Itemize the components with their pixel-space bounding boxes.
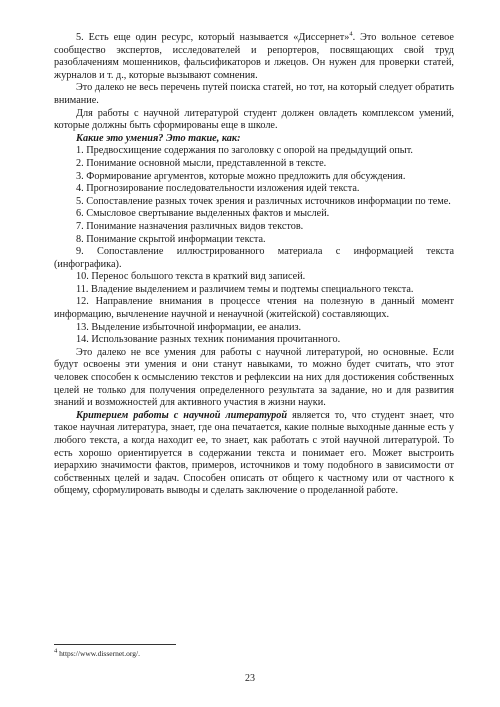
footnote-mark: 4 [54, 647, 58, 655]
paragraph-conclusion: Это далеко не все умения для работы с научной литературой, но основные. Если будут освоены эти умения и они станут навыками, то можно будет считать, что этот человек способен к осмыслению текстов и рефлексии на них для достижения собственных целей не только для получения определенного результата за задание, но и для развития знаний и возможностей для активного участия в жизни науки. [54, 346, 454, 409]
skill-item: 14. Использование разных техник понимания прочитанного. [76, 334, 341, 346]
skill-item: 7. Понимание назначения различных видов текстов. [76, 220, 304, 232]
paragraph-list-note: Это далеко не весь перечень путей поиска статей, но тот, на который следует обратить внимание. [54, 82, 454, 106]
skill-item: 3. Формирование аргументов, которые можно предложить для обсуждения. [76, 170, 406, 182]
skills-heading: Какие это умения? Это такие, как: [76, 132, 241, 144]
skill-item: 12. Направление внимания в процессе чтения на полезную в данный момент информацию, вычленение научной и ненаучной (житейской) составляющих. [54, 296, 454, 321]
skill-item: 11. Владение выделением и различием темы и подтемы специального текста. [76, 283, 414, 295]
skill-item: 5. Сопоставление разных точек зрения и различных источников информации по теме. [76, 195, 451, 207]
paragraph-dissernet [54, 32, 454, 82]
footnote-link[interactable]: https://www.dissernet.org/. [57, 649, 140, 658]
skill-item: 8. Понимание скрытой информации текста. [76, 233, 266, 245]
skill-item: 13. Выделение избыточной информации, ее анализ. [76, 321, 302, 333]
paragraph-text: . Это вольное сетевое сообщество экспертов, исследователей и репортеров, посвящающих свой труд разоблачениям мошенников, фальсификаторов и лжецов. Он нужен для проверки статей, журналов и т. д., которые вызывают сомнения. [54, 32, 454, 81]
footnote-reference[interactable]: 4 [349, 30, 353, 38]
criterion-emphasis: Критерием работы с научной литературой [76, 409, 288, 421]
paragraph-text: 5. Есть еще один ресурс, который называется «Диссернет» [76, 32, 350, 43]
skill-item: 9. Сопоставление иллюстрированного материала с информацией текста (инфографика). [54, 246, 454, 270]
skill-item: 2. Понимание основной мысли, представленной в тексте. [76, 157, 327, 169]
footnote-divider [54, 644, 176, 645]
paragraph-skills-intro: Для работы с научной литературой студент должен овладеть комплексом умений, которые должны быть сформированы еще в школе. [54, 107, 454, 132]
footnote [54, 649, 140, 658]
paragraph-text: является то, что студент знает, что такое научная литература, знает, где она печатается, какие полные выходные данные есть у любого текста, а когда находит ее, то знает, как работать с этой научной литературой. То есть хорошо ориентируется в содержании текста и понимает его. Может выстроить иерархию значимости фактов, примеров, источников и тому подобного в зависимости от собственных целей и задач. Способен описать от общего к частному или от частного к общему, сформулировать выводы и сделать заключение о проделанной работе. [54, 409, 454, 497]
skill-item: 10. Перенос большого текста в краткий вид записей. [76, 271, 306, 283]
body-text [54, 32, 454, 498]
paragraph-criterion [54, 410, 454, 498]
skill-item: 1. Предвосхищение содержания по заголовку с опорой на предыдущий опыт. [76, 145, 413, 157]
skill-item: 6. Смысловое свертывание выделенных фактов и мыслей. [76, 208, 330, 220]
page-number: 23 [245, 673, 255, 684]
skill-item: 4. Прогнозирование последовательности изложения идей текста. [76, 183, 360, 195]
